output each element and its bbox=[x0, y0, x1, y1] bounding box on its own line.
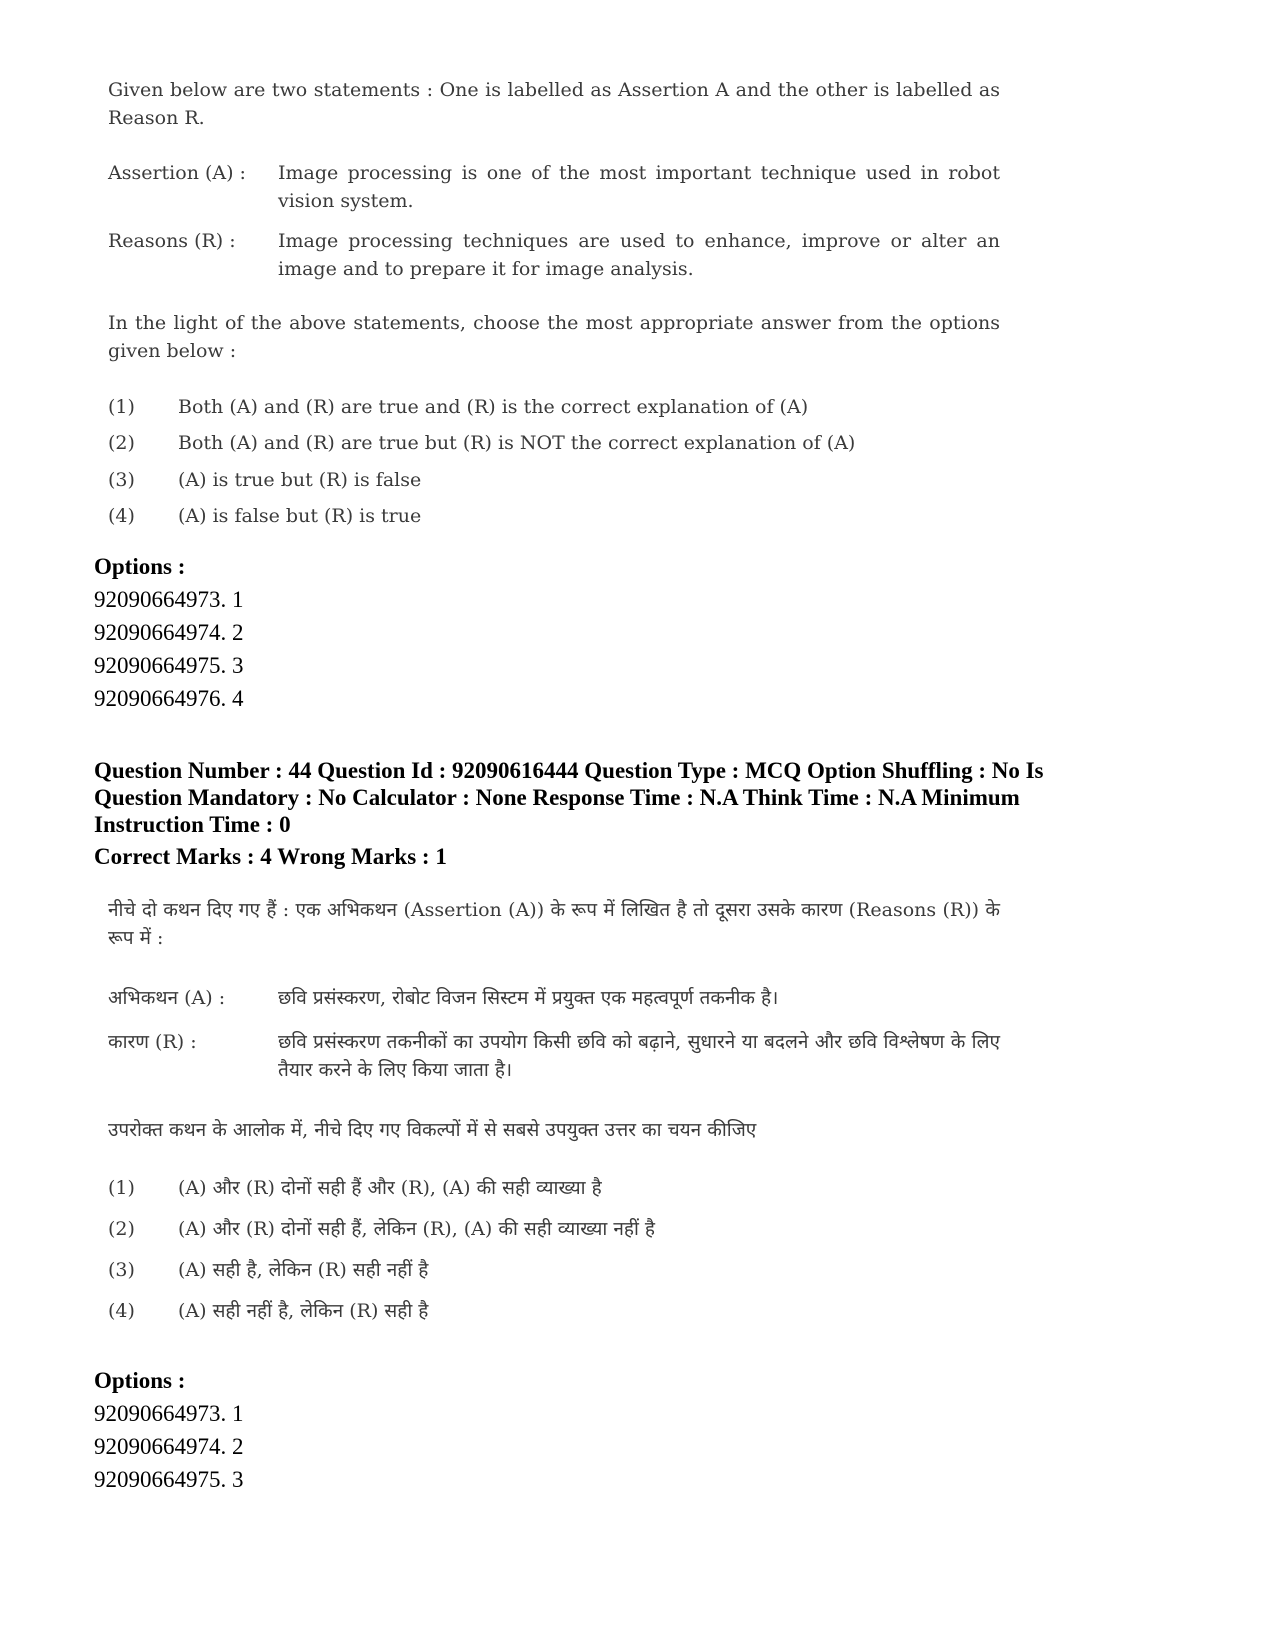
q43-instruction: In the light of the above statements, choose the most appropriate answer from the options given below : bbox=[108, 312, 1000, 362]
list-item bbox=[108, 429, 1000, 466]
q44-meta-line: Instruction Time : 0 bbox=[94, 812, 291, 837]
option-id: 92090664973. 1 bbox=[94, 1401, 244, 1426]
q44-meta-line: Question Number : 44 Question Id : 92090616444 Question Type : MCQ Option Shuffling : No Is bbox=[94, 758, 1044, 783]
q43-reason-label: Reasons (R) : bbox=[108, 230, 236, 252]
options-heading: Options : bbox=[94, 1368, 186, 1393]
list-item bbox=[108, 1256, 1000, 1297]
q43-assertion bbox=[108, 159, 1000, 215]
q44-choice-list bbox=[108, 1174, 1000, 1338]
choice-text: Both (A) and (R) are true and (R) is the correct explanation of (A) bbox=[178, 396, 809, 418]
q44-assertion-text: छवि प्रसंस्करण, रोबोट विजन सिस्टम में प्रयुक्त एक महत्वपूर्ण तकनीक है। bbox=[278, 987, 779, 1009]
list-item bbox=[108, 1174, 1000, 1215]
q44-marks: Correct Marks : 4 Wrong Marks : 1 bbox=[94, 844, 447, 869]
list-item bbox=[108, 1215, 1000, 1256]
q44-reason-text: छवि प्रसंस्करण तकनीकों का उपयोग किसी छवि को बढ़ाने, सुधारने या बदलने और छवि विश्लेषण के लिए तैयार करने के लिए किया जाता है। bbox=[278, 1031, 1000, 1081]
q44-intro: नीचे दो कथन दिए गए हैं : एक अभिकथन (Assertion (A)) के रूप में लिखित है तो दूसरा उसके कारण (Reasons (R)) के रूप में : bbox=[108, 899, 1000, 949]
q43-options bbox=[94, 550, 244, 715]
q44-reason-label: कारण (R) : bbox=[108, 1031, 197, 1053]
option-id: 92090664973. 1 bbox=[94, 587, 244, 612]
q43-assertion-text: Image processing is one of the most important technique used in robot vision system. bbox=[278, 162, 1000, 212]
choice-text: (A) सही है, लेकिन (R) सही नहीं है bbox=[178, 1259, 429, 1281]
option-id: 92090664976. 4 bbox=[94, 686, 244, 711]
list-item bbox=[108, 393, 1000, 429]
q44-options bbox=[94, 1364, 244, 1496]
option-id: 92090664975. 3 bbox=[94, 653, 244, 678]
choice-number: (3) bbox=[108, 469, 135, 491]
q43-reason-text: Image processing techniques are used to enhance, improve or alter an image and to prepare it for image analysis. bbox=[278, 230, 1000, 280]
choice-number: (1) bbox=[108, 396, 135, 418]
list-item bbox=[108, 502, 1000, 538]
choice-text: Both (A) and (R) are true but (R) is NOT the correct explanation of (A) bbox=[178, 432, 856, 454]
q43-intro: Given below are two statements : One is labelled as Assertion A and the other is labelled as Reason R. bbox=[108, 79, 1000, 129]
list-item bbox=[108, 466, 1000, 502]
list-item bbox=[108, 1297, 1000, 1338]
q43-assertion-label: Assertion (A) : bbox=[108, 162, 246, 184]
q44-instruction: उपरोक्त कथन के आलोक में, नीचे दिए गए विकल्पों में से सबसे उपयुक्त उत्तर का चयन कीजिए bbox=[108, 1119, 757, 1141]
choice-number: (2) bbox=[108, 432, 135, 454]
q44-scanned-question bbox=[108, 896, 1000, 1338]
q44-reason bbox=[108, 1028, 1000, 1084]
choice-text: (A) is true but (R) is false bbox=[178, 469, 422, 491]
q44-meta-line: Question Mandatory : No Calculator : None Response Time : N.A Think Time : N.A Minimum bbox=[94, 785, 1020, 810]
choice-text: (A) और (R) दोनों सही हैं, लेकिन (R), (A) की सही व्याख्या नहीं है bbox=[178, 1218, 656, 1240]
choice-number: (2) bbox=[108, 1218, 135, 1240]
q44-assertion-label: अभिकथन (A) : bbox=[108, 987, 226, 1009]
choice-number: (1) bbox=[108, 1177, 135, 1199]
choice-text: (A) is false but (R) is true bbox=[178, 505, 422, 527]
option-id: 92090664974. 2 bbox=[94, 1434, 244, 1459]
choice-number: (3) bbox=[108, 1259, 135, 1281]
options-heading: Options : bbox=[94, 554, 186, 579]
q43-scanned-question bbox=[108, 76, 1000, 538]
choice-number: (4) bbox=[108, 505, 135, 527]
choice-text: (A) और (R) दोनों सही हैं और (R), (A) की सही व्याख्या है bbox=[178, 1177, 602, 1199]
option-id: 92090664975. 3 bbox=[94, 1467, 244, 1492]
option-id: 92090664974. 2 bbox=[94, 620, 244, 645]
q44-assertion bbox=[108, 984, 1000, 1012]
choice-text: (A) सही नहीं है, लेकिन (R) सही है bbox=[178, 1300, 429, 1322]
choice-number: (4) bbox=[108, 1300, 135, 1322]
q43-choice-list bbox=[108, 393, 1000, 538]
q43-reason bbox=[108, 227, 1000, 283]
q44-metadata bbox=[94, 757, 1094, 838]
